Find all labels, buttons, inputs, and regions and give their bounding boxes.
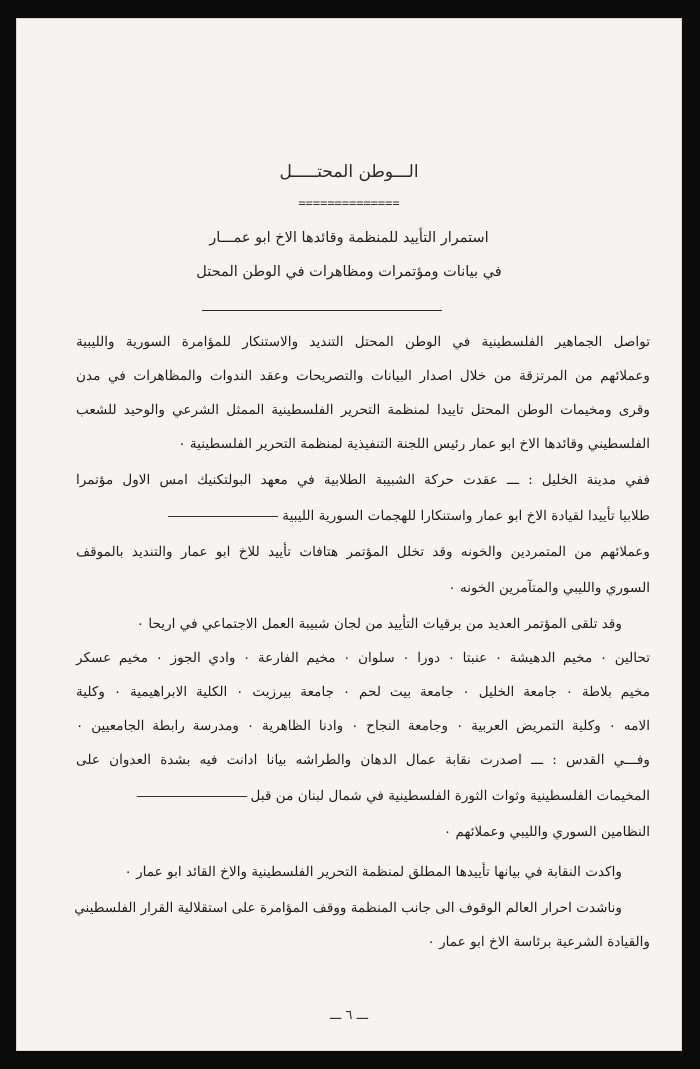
text-dash xyxy=(137,796,247,797)
body-line-5: ففي مدينة الخليل : ـــ عقدت حركة الشبيبة الطلابية في معهد البولتكنيك امس الاول مؤتمرا xyxy=(76,472,650,488)
document-page xyxy=(16,18,682,1051)
body-line-3: وقرى ومخيمات الوطن المحتل تاييدا لمنظمة التحرير الفلسطينية الممثل الشرعي والوحيد للشعب xyxy=(76,402,650,418)
body-line-8: السوري والليبي والمتآمرين الخونه ٠ xyxy=(448,580,650,596)
body-line-6 xyxy=(76,508,650,524)
body-line-7: وعملائهم من المتمردين والخونه وقد تخلل المؤتمر هتافات تأييد للاخ ابو عمار والتنديد بالموقف xyxy=(76,544,650,560)
page-number: ـــ ٦ ـــ xyxy=(329,1008,369,1023)
page-title: الـــوطن المحتـــــل xyxy=(279,162,419,182)
body-line-1: تواصل الجماهير الفلسطينية في الوطن المحتل التنديد والاستنكار للمؤامرة السورية والليبية xyxy=(76,334,650,350)
body-line-2: وعملائهم من المرتزقة من خلال اصدار البيانات والتصريحات وعقد الندوات والمظاهرات في مدن xyxy=(76,368,650,384)
body-line-17: وناشدت احرار العالم الوقوف الى جانب المنظمة ووقف المؤامرة على استقلالية القرار الفلسطيني xyxy=(74,900,622,916)
body-line-14-text: المخيمات الفلسطينية وثوات الثورة الفلسطينية في شمال لبنان من قبل xyxy=(250,788,650,804)
body-line-4: الفلسطيني وقائدها الاخ ابو عمار رئيس اللجنة التنفيذية لمنظمة التحرير الفلسطينية ٠ xyxy=(178,436,650,452)
body-line-6-text: طلابيا تأييدا لقيادة الاخ ابو عمار واستنكارا للهجمات السورية الليبية xyxy=(282,508,650,524)
body-line-11: مخيم بلاطة ٠ جامعة الخليل ٠ جامعة بيت لحم ٠ جامعة بيرزيت ٠ الكلية الابراهيمية ٠ وكلية xyxy=(76,684,651,700)
text-dash xyxy=(168,516,278,517)
body-line-16: واكدت النقابة في بيانها تأييدها المطلق لمنظمة التحرير الفلسطينية والاخ القائد ابو عمار ٠ xyxy=(124,864,622,880)
body-line-18: والقيادة الشرعية برئاسة الاخ ابو عمار ٠ xyxy=(427,934,650,950)
subtitle-line-2: في بيانات ومؤتمرات ومظاهرات في الوطن المحتل xyxy=(196,264,502,280)
body-line-12: الامه ٠ وكلية التمريض العربية ٠ وجامعة النجاح ٠ وادنا الظاهرية ٠ ومدرسة رابطة الجامعيين ٠ xyxy=(76,718,650,734)
subtitle-line-1: استمرار التأييد للمنظمة وقائدها الاخ ابو عمـــار xyxy=(209,230,489,246)
body-line-9: وقد تلقى المؤتمر العديد من برقيات التأييد من لجان شبيبة العمل الاجتماعي في اريحا ٠ xyxy=(136,616,622,632)
title-underline: ============== xyxy=(298,196,400,210)
body-line-10: تحالين ٠ مخيم الدهيشة ٠ عنبتا ٠ دورا ٠ سلوان ٠ مخيم الفارعة ٠ وادي الجوز ٠ مخيم عسكر xyxy=(76,650,650,666)
horizontal-divider xyxy=(202,310,442,311)
body-line-13: وفـــي القدس : ـــ اصدرت نقابة عمال الدهان والطراشه بيانا ادانت فيه بشدة العدوان على xyxy=(76,752,650,768)
body-line-15: النظامين السوري والليبي وعملائهم ٠ xyxy=(443,824,650,840)
body-line-14 xyxy=(76,788,650,804)
